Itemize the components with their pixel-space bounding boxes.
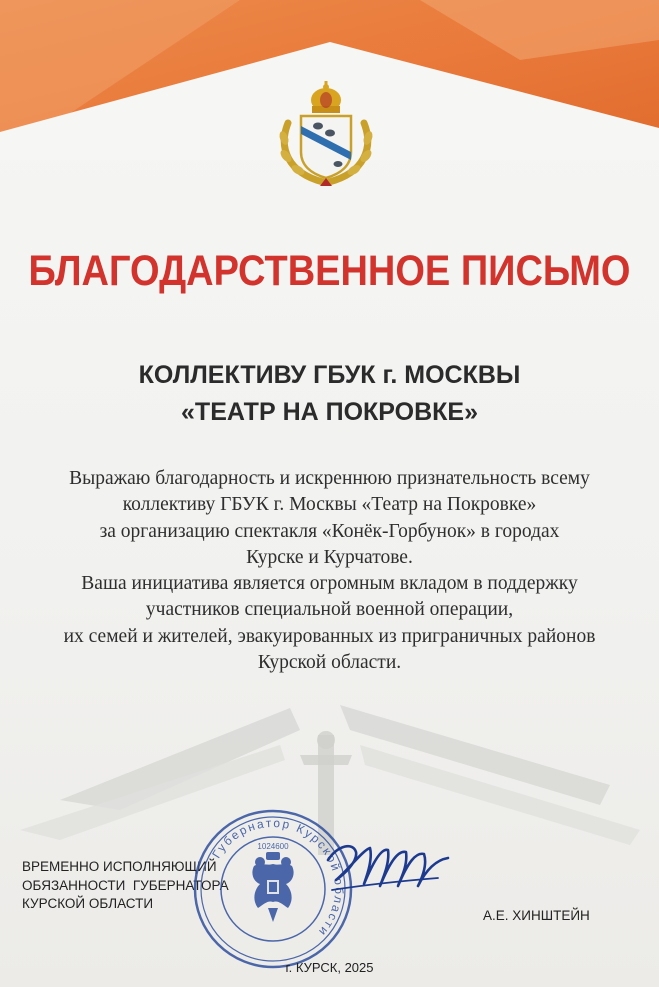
signatory-title-line: КУРСКОЙ ОБЛАСТИ bbox=[22, 896, 154, 911]
svg-text:1024600: 1024600 bbox=[257, 842, 289, 851]
body-line: Курской области. bbox=[257, 652, 402, 674]
signatory-title-line: ОБЯЗАННОСТИ ГУБЕРНАТОРА bbox=[22, 877, 229, 893]
gratitude-text bbox=[0, 466, 659, 676]
body-line: Выражаю благодарность и искреннюю признательность всему bbox=[69, 468, 590, 489]
svg-text:Губернатор Курской области: Губернатор Курской области bbox=[209, 815, 347, 940]
handwritten-signature-icon bbox=[318, 820, 458, 910]
body-line: коллективу ГБУК г. Москвы «Театр на Покровке» bbox=[122, 494, 537, 516]
recipient-line: «ТЕАТР НА ПОКРОВКЕ» bbox=[181, 398, 478, 426]
signatory-name: А.Е. ХИНШТЕЙН bbox=[483, 908, 590, 923]
body-line: их семей и жителей, эвакуированных из приграничных районов bbox=[63, 625, 596, 647]
signatory-title-line: ВРЕМЕННО ИСПОЛНЯЮЩИЙ bbox=[22, 859, 217, 874]
recipient-block bbox=[0, 357, 659, 431]
body-line: за организацию спектакля «Конёк-Горбунок» в городах bbox=[99, 520, 560, 542]
body-line: Ваша инициатива является огромным вкладом в поддержку bbox=[81, 573, 578, 595]
place-date: г. КУРСК, 2025 bbox=[285, 960, 374, 975]
body-line: Курске и Курчатове. bbox=[246, 546, 413, 568]
recipient-line: КОЛЛЕКТИВУ ГБУК г. МОСКВЫ bbox=[138, 361, 521, 389]
certificate-title: БЛАГОДАРСТВЕННОЕ ПИСЬМО bbox=[28, 248, 631, 296]
kursk-coat-of-arms-icon bbox=[268, 78, 384, 190]
body-line: участников специальной военной операции, bbox=[145, 599, 514, 621]
